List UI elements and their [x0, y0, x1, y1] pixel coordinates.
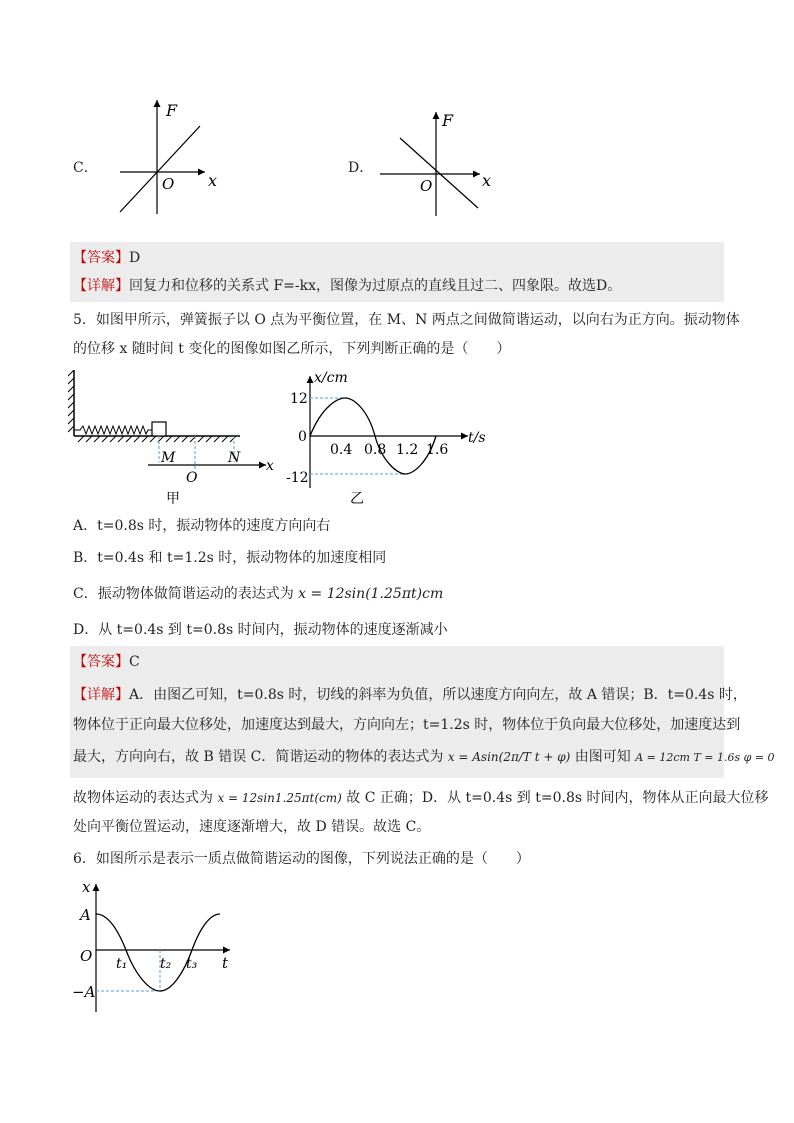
d-origin-label: O — [420, 177, 433, 195]
q6-x-label: x — [82, 878, 91, 896]
yi-tick-04: 0.4 — [330, 442, 353, 458]
q5-after-line1-formula: x = 12sin1.25πt(cm) — [217, 791, 342, 805]
q5-option-c-text: C．振动物体做简谐运动的表达式为 — [73, 586, 294, 602]
d-x-label: x — [482, 171, 492, 190]
q4-detail-tag: 【详解】 — [73, 278, 129, 294]
label-x: x — [266, 458, 274, 474]
q5-detail-line3-formula: x = Asin(2π/T t + φ) — [447, 750, 571, 764]
q5-detail-line1 — [73, 685, 747, 705]
yi-tick-12: 12 — [290, 391, 308, 407]
label-n: N — [228, 450, 241, 466]
c-x-label: x — [208, 171, 218, 190]
q5-option-d: D．从 t=0.4s 到 t=0.8s 时间内，振动物体的速度逐渐减小 — [73, 622, 448, 638]
q5-option-c — [73, 584, 443, 604]
c-f-label: F — [166, 101, 178, 120]
q5-figure-jia — [68, 370, 283, 510]
q5-detail-line3-text: 最大，方向向右，故 B 错误 C．简谐运动的物体的表达式为 — [73, 749, 444, 765]
yi-tick-08: 0.8 — [364, 442, 387, 458]
q5-detail-line3-values: A = 12cm T = 1.6s φ = 0 — [635, 751, 775, 764]
yi-t-axis-label: t/s — [468, 430, 486, 446]
d-f-label: F — [442, 111, 454, 130]
q5-answer-value: C — [129, 654, 140, 670]
q5-option-b: B．t=0.4s 和 t=1.2s 时，振动物体的加速度相同 — [73, 550, 387, 566]
q6-t3-label: t₃ — [186, 956, 198, 972]
option-d-label: D． — [348, 160, 374, 176]
d-line — [400, 138, 478, 208]
q5-option-a: A．t=0.8s 时，振动物体的速度方向向右 — [73, 518, 331, 534]
q4-detail-text: 回复力和位移的关系式 F=-kx，图像为过原点的直线且过二、四象限。故选D。 — [129, 278, 622, 294]
oscillator-block — [152, 422, 166, 436]
q5-answer-tag: 【答案】 — [73, 654, 129, 670]
q6-amp-neg: −A — [72, 983, 96, 1001]
spring — [74, 426, 152, 434]
q6-stem: 6．如图所示是表示一质点做简谐运动的图像，下列说法正确的是（ ） — [73, 851, 530, 867]
q4-answer-tag: 【答案】 — [73, 250, 129, 266]
q5-option-c-formula: x = 12sin(1.25πt)cm — [298, 586, 444, 602]
yi-tick-neg12: -12 — [286, 470, 309, 486]
yi-tick-16: 1.6 — [426, 442, 449, 458]
c-line — [120, 126, 200, 212]
q6-graph — [68, 876, 248, 1016]
q5-detail-line2: 物体位于正向最大位移处，加速度达到最大，方向向左；t=1.2s 时，物体位于负向最大位移处，加速度达到 — [73, 717, 741, 733]
q4-detail — [73, 276, 621, 296]
yi-y-axis-label: x/cm — [314, 370, 348, 386]
q6-curve — [96, 914, 220, 991]
q5-after-line1 — [73, 788, 769, 808]
q5-stem-line1: 5．如图甲所示，弹簧振子以 O 点为平衡位置，在 M、N 两点之间做简谐运动，以向右为正方向。振动物体 — [73, 312, 740, 328]
q5-answer — [73, 652, 140, 672]
q5-detail-tag: 【详解】 — [73, 687, 129, 703]
q6-t2-label: t₂ — [160, 956, 172, 972]
q6-origin-label: O — [80, 947, 93, 965]
q5-after-line2: 处向平衡位置运动，速度逐渐增大，故 D 错误。故选 C。 — [73, 819, 431, 835]
label-m: M — [161, 450, 176, 466]
q6-t-label: t — [222, 954, 229, 972]
q6-amp-pos: A — [80, 906, 91, 924]
yi-tick-12t: 1.2 — [396, 442, 419, 458]
q5-figure-yi — [282, 370, 492, 508]
label-o: O — [186, 470, 198, 486]
option-d-graph — [370, 108, 500, 218]
q4-answer — [73, 248, 140, 268]
q5-after-line1-text: 故物体运动的表达式为 — [73, 790, 213, 806]
q5-detail-text1: A．由图乙可知，t=0.8s 时，切线的斜率为负值，所以速度方向向左，故 A 错误；B．t=0.4s 时， — [129, 687, 747, 703]
q5-after-line1-rest: 故 C 正确；D．从 t=0.4s 到 t=0.8s 时间内，物体从正向最大位移 — [346, 790, 769, 806]
q6-t1-label: t₁ — [116, 956, 128, 972]
c-origin-label: O — [162, 175, 175, 193]
option-c-graph — [110, 96, 230, 216]
caption-yi: 乙 — [350, 491, 364, 507]
option-c-label: C． — [73, 160, 98, 176]
yi-tick-0: 0 — [298, 429, 307, 445]
q5-stem-line2: 的位移 x 随时间 t 变化的图像如图乙所示，下列判断正确的是（ ） — [73, 341, 511, 357]
caption-jia: 甲 — [166, 491, 180, 507]
q5-detail-line3-mid: 由图可知 — [574, 749, 631, 765]
q5-detail-line3 — [73, 747, 775, 768]
q4-answer-value: D — [129, 250, 141, 266]
